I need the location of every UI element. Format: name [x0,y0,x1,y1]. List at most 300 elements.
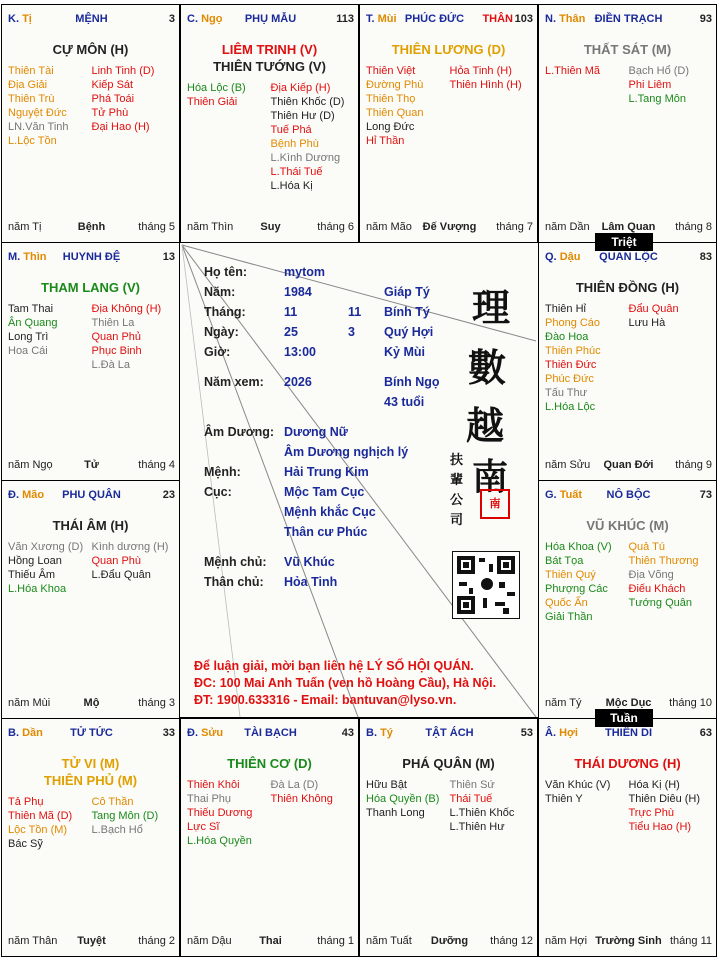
main-star: VŨ KHÚC (M) [586,518,669,533]
life-stage: Tuyệt [77,935,106,947]
minor-star: Nguyệt Đức [8,107,67,119]
main-stars [539,755,716,772]
palace-footer [8,935,175,948]
main-stars [181,755,358,772]
branch-label: T. Mùi [366,13,397,25]
palace-cell-ti[interactable] [1,4,180,243]
month-label: tháng 1 [317,935,354,947]
age-value: 43 tuổi [384,395,425,409]
palace-name: HUYNH ĐỆ [62,251,121,263]
main-star: CỰ MÔN (H) [52,42,129,57]
logo-char-2: 數 [468,345,507,390]
main-stars [539,41,716,58]
minor-star: Phong Cáo [545,317,601,329]
palace-cell-dan[interactable] [1,718,180,957]
minor-star: Thiên Thọ [366,93,416,105]
minor-stars-left [8,64,92,148]
palace-number: 103 [514,13,533,25]
minor-star: Hữu Bật [366,779,407,791]
minor-stars-right [92,64,176,148]
minor-star: Thiên Trù [8,93,55,105]
minor-star: Thiên Khốc (D) [270,96,345,108]
palace-header [545,13,712,27]
minor-stars-right [629,64,713,106]
company-char-1: 扶 [450,453,464,468]
minor-stars-left [545,778,629,834]
palace-name: PHÚC ĐỨC [404,13,465,25]
minor-star: L.Đà La [91,359,131,371]
view-year-label: Năm xem: [204,375,264,389]
month-label: tháng 11 [669,935,712,947]
minor-stars-right [629,540,713,624]
minor-star: Đại Hao (H) [91,121,150,133]
minor-stars-right [450,778,534,834]
center-info-panel [180,242,538,718]
year-label: năm Tý [545,697,582,709]
year-label: năm Sửu [545,459,591,471]
minor-star: Thiên Thương [628,555,699,567]
minor-star: Điếu Khách [628,583,686,595]
minor-star: Bệnh Phù [270,138,319,150]
minor-star: Địa Võng [628,569,674,581]
branch-label: M. Thìn [8,251,47,263]
minor-stars-left [8,795,92,851]
minor-star: L.Đẩu Quân [91,569,151,581]
menh-chu-value: Vũ Khúc [284,555,335,569]
minor-star: Thiếu Âm [8,569,56,581]
month-label: tháng 2 [138,935,175,947]
minor-star: Long Trì [8,331,49,343]
minor-stars-right [450,64,534,148]
day-lunar: 3 [348,325,355,339]
tuan-tag: Tuần [595,709,653,727]
minor-star: Thiên Quan [366,107,424,119]
main-star: THÁI ÂM (H) [52,518,129,533]
logo-char-4: 南 [472,456,509,498]
minor-stars-left [187,81,271,193]
palace-footer [8,221,175,234]
palace-cell-ngo[interactable] [180,4,359,243]
main-star: THIÊN PHỦ (M) [43,773,138,788]
main-stars [2,517,179,534]
palace-footer [545,459,712,472]
minor-star: L.Hóa Quyền [187,835,252,847]
minor-star: Thiên Mã (D) [8,810,73,822]
minor-star: Quốc Ấn [545,597,588,609]
than-chu-value: Hỏa Tinh [284,575,338,589]
minor-star: Thai Phụ [187,793,232,805]
month-label: tháng 6 [317,221,354,233]
minor-star: Văn Khúc (V) [545,779,611,791]
minor-stars [366,778,533,834]
month-can-chi: Bính Tý [384,305,430,319]
minor-star: Lộc Tồn (M) [8,824,68,836]
month-label: tháng 3 [138,697,175,709]
palace-header [545,251,712,265]
palace-footer [8,697,175,710]
minor-stars [545,302,712,414]
minor-stars-left [187,778,271,848]
palace-cell-hoi[interactable] [538,718,717,957]
minor-star: L.Thiên Khốc [449,807,515,819]
minor-star: Lực Sĩ [187,821,220,833]
life-stage: Lâm Quan [601,221,656,233]
main-stars [539,517,716,534]
branch-label: B. Dần [8,727,43,739]
minor-stars [8,540,175,596]
palace-number: 33 [162,727,175,739]
month-label: tháng 8 [675,221,712,233]
palace-number: 83 [699,251,712,263]
year-label: năm Dậu [187,935,232,947]
hour-label: Giờ: [204,345,231,359]
minor-stars-right [92,540,176,596]
day-solar: 25 [284,325,298,339]
minor-star: L.Thiên Hư [449,821,505,833]
minor-star: Long Đức [366,121,415,133]
main-star: THÁI DƯƠNG (H) [574,756,681,771]
palace-number: 93 [699,13,712,25]
palace-number: 113 [336,13,354,25]
palace-number: 53 [520,727,533,739]
minor-star: Kiếp Sát [91,79,134,91]
life-stage: Mộc Dục [605,697,652,709]
palace-name: PHU QUÂN [62,489,121,501]
palace-cell-mui[interactable] [359,4,538,243]
contact-phone-email[interactable]: ĐT: 1900.633316 - Email: bantuvan@lyso.vn. [194,693,457,707]
month-label: Tháng: [204,305,246,319]
palace-cell-ty[interactable] [359,718,538,957]
minor-stars-left [545,540,629,624]
minor-star: Hỉ Thần [366,135,405,147]
palace-header [545,727,712,741]
palace-cell-suu[interactable] [180,718,359,957]
minor-star: Hóa Quyền (B) [366,793,440,805]
palace-footer [8,459,175,472]
year-label: năm Thân [8,935,58,947]
palace-number: 63 [699,727,712,739]
minor-star: Tả Phụ [8,796,44,808]
minor-star: Thiên Đức [545,359,597,371]
palace-header [187,13,354,27]
minor-star: Đường Phù [366,79,424,91]
palace-header [8,13,175,27]
main-star: THIÊN TƯỚNG (V) [213,59,326,74]
year-label: năm Ngọ [8,459,53,471]
contact-address: ĐC: 100 Mai Anh Tuấn (ven hồ Hoàng Cầu), Hà Nội. [194,676,497,690]
palace-footer [187,935,354,948]
minor-stars [545,778,712,834]
cuc-note: Mệnh khắc Cục [284,505,376,519]
minor-stars [8,64,175,148]
minor-star: Đà La (D) [270,779,319,791]
minor-stars-left [8,540,92,596]
palace-number: 23 [162,489,175,501]
life-stage: Đế Vượng [422,221,477,233]
hour-value: 13:00 [284,345,316,359]
minor-star: Thiên Y [545,793,583,805]
minor-star: L.Hóa Kị [270,180,313,192]
palace-footer [366,935,533,948]
branch-label: Đ. Mão [8,489,45,501]
minor-stars-left [545,64,629,106]
minor-star: Quả Tú [628,541,665,553]
minor-stars-right [92,302,176,372]
than-cu-note: Thân cư Phúc [284,525,368,539]
minor-star: L.Thái Tuế [270,166,323,178]
than-marker: THÂN [482,13,513,25]
minor-stars-right [271,778,355,848]
palace-name: ĐIỀN TRẠCH [594,13,663,25]
minor-stars-left [8,302,92,372]
day-label: Ngày: [204,325,239,339]
branch-label: B. Tý [366,727,393,739]
minor-stars-left [366,64,450,148]
minor-star: Thiên Việt [366,65,416,77]
palace-name: NÔ BỘC [606,489,651,501]
year-label: năm Tị [8,221,42,233]
amduong-note: Âm Dương nghịch lý [284,445,409,459]
minor-star: Thái Tuế [449,793,493,805]
palace-name: PHỤ MẪU [244,13,297,25]
palace-footer [187,221,354,234]
minor-star: Hóa Khoa (V) [545,541,612,553]
minor-stars [545,540,712,624]
menh-value: Hải Trung Kim [284,465,369,479]
minor-star: Thiên Phúc [545,345,601,357]
palace-header [545,489,712,503]
palace-footer [366,221,533,234]
palace-name: TỬ TỨC [70,727,113,739]
minor-star: Đẩu Quân [628,303,679,315]
view-year-can-chi: Bính Ngọ [384,375,440,389]
main-stars [2,41,179,58]
contact-line-1: Để luận giải, mời bạn liên hệ LÝ SỐ HỘI QUÁN. [194,659,474,673]
minor-star: L.Tang Môn [628,93,686,105]
logo-char-1: 理 [472,285,511,330]
minor-star: Thiên Sứ [449,779,495,791]
minor-star: Hóa Lộc (B) [187,82,246,94]
minor-stars-left [545,302,629,414]
main-stars [360,755,537,772]
month-label: tháng 9 [675,459,712,471]
minor-star: Bát Tọa [545,555,584,567]
main-star: TỬ VI (M) [61,756,120,771]
year-label: năm Thìn [187,221,234,233]
minor-star: Địa Không (H) [91,303,162,315]
minor-star: Linh Tinh (D) [91,65,155,77]
minor-stars [187,81,354,193]
palace-cell-tuat[interactable] [538,480,717,719]
minor-star: Địa Giải [8,79,48,91]
minor-star: Phá Toái [91,93,135,105]
minor-star: Cô Thần [91,796,134,808]
minor-star: Hoa Cái [8,345,48,357]
branch-label: N. Thân [545,13,586,25]
palace-number: 13 [162,251,175,263]
minor-star: Thiên La [91,317,135,329]
palace-header [187,727,354,741]
menh-chu-label: Mệnh chủ: [204,555,267,569]
life-stage: Trường Sinh [595,935,662,947]
life-stage: Tử [84,459,99,471]
year-label: Năm: [204,285,236,299]
minor-star: Quan Phù [91,555,142,567]
palace-number: 73 [699,489,712,501]
life-stage: Suy [260,221,281,233]
minor-star: Tam Thai [8,303,54,315]
branch-label: Q. Dậu [545,251,581,263]
branch-label: K. Tị [8,13,32,25]
minor-star: Kình dương (H) [91,541,169,553]
main-stars [2,279,179,296]
minor-stars-right [629,302,713,414]
minor-stars [545,64,712,106]
minor-star: L.Bạch Hổ [91,824,143,836]
main-star: THIÊN CƠ (D) [227,756,312,771]
month-label: tháng 12 [490,935,533,947]
main-star: PHÁ QUÂN (M) [402,756,495,771]
hour-can-chi: Kỷ Mùi [384,345,425,359]
palace-header [8,727,175,741]
company-char-2: 輩 [450,473,464,488]
minor-stars [8,795,175,851]
main-star: THIÊN LƯƠNG (D) [391,42,506,57]
than-chu-label: Thân chủ: [204,575,264,589]
life-stage: Bệnh [77,221,106,233]
month-label: tháng 4 [138,459,175,471]
palace-cell-thin[interactable] [1,242,180,481]
palace-header [8,251,175,265]
month-label: tháng 5 [138,221,175,233]
minor-star: Tuế Phá [270,124,312,136]
cuc-label: Cục: [204,485,232,499]
minor-star: L.Thiên Mã [545,65,601,77]
palace-name: TÀI BẠCH [244,727,297,739]
minor-star: L.Hóa Lộc [545,401,596,413]
palace-cell-mao[interactable] [1,480,180,719]
main-stars [181,41,358,75]
palace-footer [545,935,712,948]
minor-star: Tướng Quân [628,597,692,609]
palace-header [8,489,175,503]
main-stars [2,755,179,789]
life-stage: Dưỡng [430,935,469,947]
name-label: Họ tên: [204,265,248,279]
minor-star: Hồng Loan [8,555,62,567]
amduong-label: Âm Dương: [204,425,275,439]
main-star: THAM LANG (V) [41,280,140,295]
life-stage: Mộ [83,697,100,709]
minor-star: Tấu Thư [545,387,588,399]
year-label: năm Dần [545,221,590,233]
minor-star: Tang Môn (D) [91,810,159,822]
palace-name: QUAN LỘC [599,251,658,263]
minor-star: LN.Văn Tinh [8,121,69,133]
palace-cell-than[interactable] [538,4,717,243]
minor-star: Tiểu Hao (H) [628,821,692,833]
company-char-3: 公 [450,493,464,508]
year-label: năm Hợi [545,935,588,947]
minor-stars [187,778,354,848]
minor-stars-right [629,778,713,834]
palace-name: TẬT ÁCH [425,727,474,739]
minor-star: Phượng Các [545,583,608,595]
branch-label: Â. Hợi [545,727,578,739]
year-label: năm Tuất [366,935,412,947]
triet-tag: Triệt [595,233,653,251]
qr-code[interactable] [452,551,520,619]
minor-star: Thiên Tài [8,65,54,77]
main-star: LIÊM TRINH (V) [221,42,318,57]
menh-label: Mệnh: [204,465,241,479]
year-can-chi: Giáp Tý [384,285,430,299]
palace-name: MỆNH [75,13,108,25]
minor-star: Đào Hoa [545,331,589,343]
minor-stars [366,64,533,148]
minor-star: Văn Xương (D) [8,541,84,553]
minor-star: Thiên Quý [545,569,596,581]
palace-number: 43 [341,727,354,739]
life-stage: Thai [259,935,282,947]
minor-star: Thiên Hình (H) [449,79,522,91]
month-lunar: 11 [348,305,362,319]
minor-star: Bạch Hổ (D) [628,65,690,77]
palace-header [366,727,533,741]
minor-star: Thiếu Dương [187,807,253,819]
minor-star: Bác Sỹ [8,838,43,850]
minor-star: Phục Binh [91,345,142,357]
seal-stamp: 南 [480,489,510,519]
minor-star: Lưu Hà [628,317,666,329]
minor-stars-right [92,795,176,851]
minor-star: Hỏa Tinh (H) [449,65,512,77]
minor-star: Thanh Long [366,807,425,819]
month-label: tháng 10 [669,697,712,709]
year-value: 1984 [284,285,312,299]
minor-star: Thiên Không [270,793,333,805]
minor-stars [8,302,175,372]
palace-number: 3 [168,13,175,25]
name-value: mytom [284,265,325,279]
minor-star: Giải Thần [545,611,593,623]
minor-star: L.Hóa Khoa [8,583,67,595]
minor-star: Quan Phủ [91,331,142,343]
year-label: năm Mùi [8,697,51,709]
company-char-4: 司 [450,513,464,528]
main-stars [360,41,537,58]
minor-star: Ân Quang [8,317,58,329]
minor-star: L.Lộc Tồn [8,135,57,147]
main-star: THẤT SÁT (M) [583,42,672,57]
minor-star: L.Kình Dương [270,152,341,164]
amduong-value: Dương Nữ [284,425,348,439]
minor-star: Tử Phù [91,107,129,119]
minor-stars-right [271,81,355,193]
main-stars [539,279,716,296]
day-can-chi: Quý Hợi [384,325,434,339]
minor-star: Thiên Hư (D) [270,110,335,122]
branch-label: Đ. Sửu [187,727,224,739]
life-stage: Quan Đới [603,459,654,471]
minor-star: Trực Phù [628,807,674,819]
minor-star: Phúc Đức [545,373,594,385]
cuc-value: Mộc Tam Cục [284,485,365,499]
minor-star: Phi Liêm [628,79,672,91]
minor-star: Địa Kiếp (H) [270,82,331,94]
palace-cell-dau[interactable] [538,242,717,481]
main-star: THIÊN ĐỒNG (H) [575,280,680,295]
